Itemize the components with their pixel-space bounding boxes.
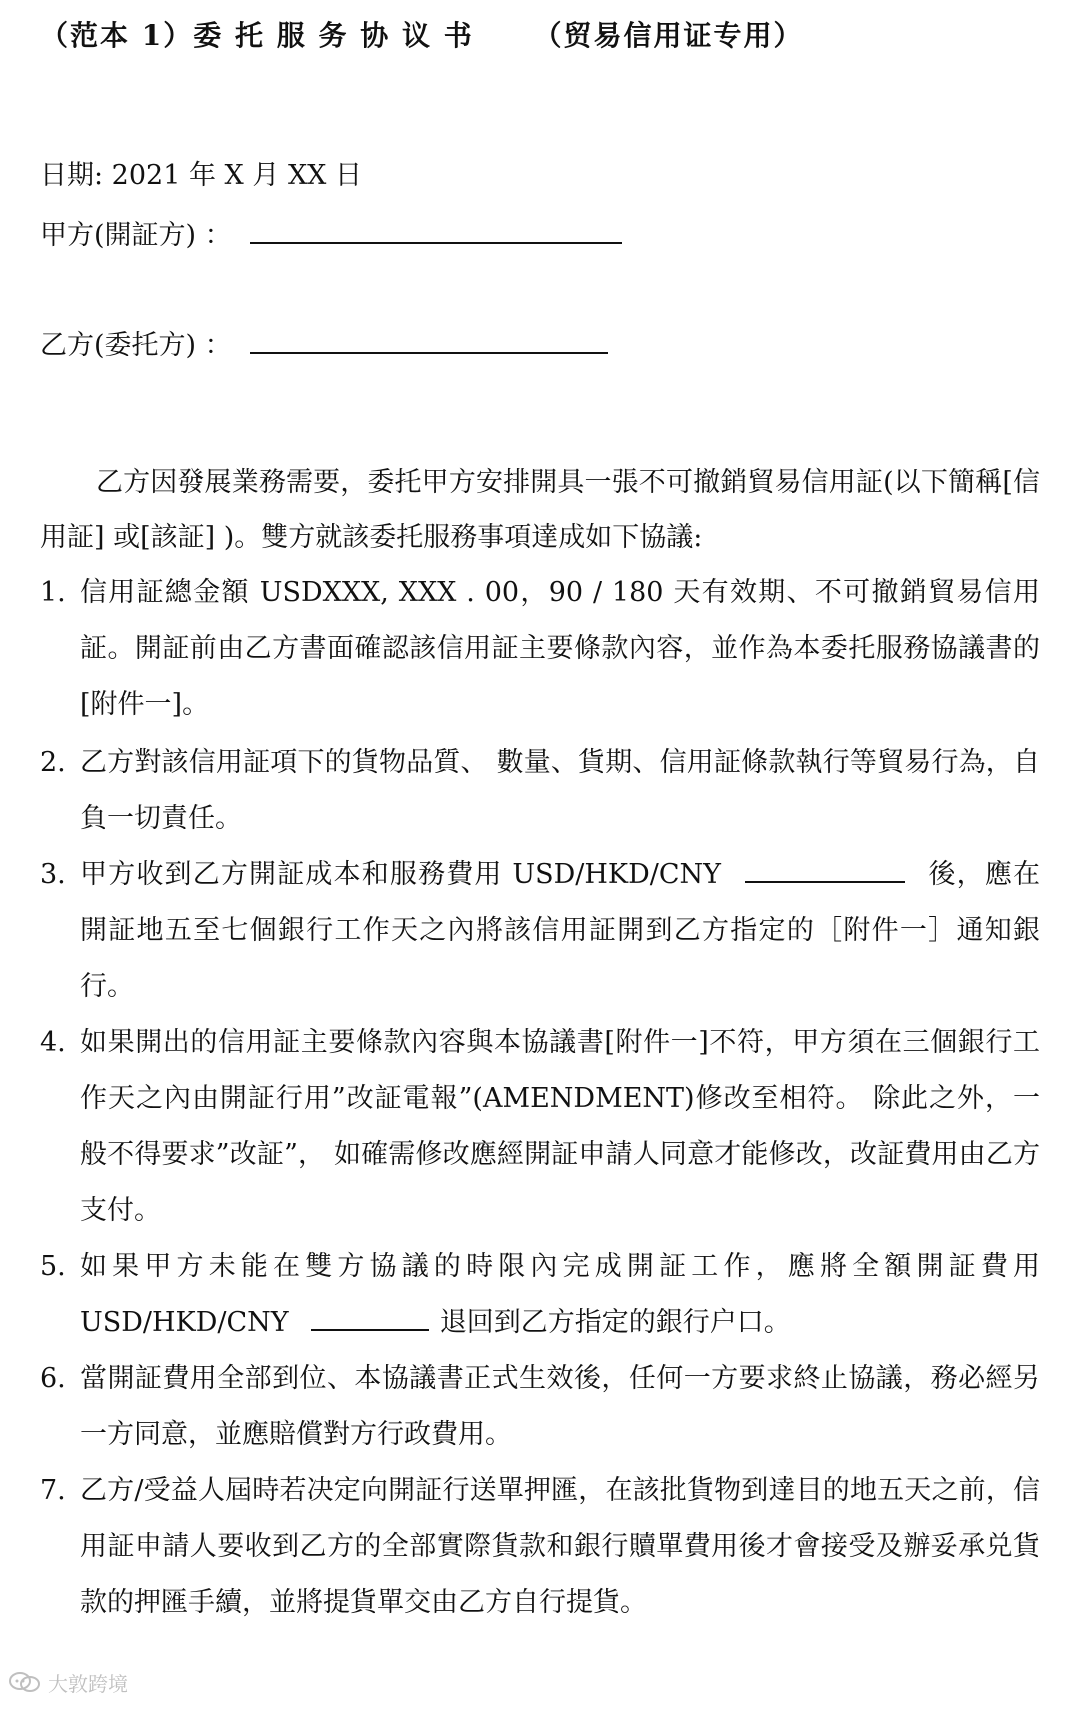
clause-item [40, 735, 1040, 847]
clause-list [40, 565, 1040, 1631]
clause-text: 如果開出的信用証主要條款內容與本協議書[附件一]不符，甲方須在三個銀行工作天之內由開証行用”改証電報”(AMENDMENT)修改至相符。 除此之外，一般不得要求”改証”， 如確需修改應經開証申請人同意才能修改，改証費用由乙方支付。 [80, 1027, 1040, 1226]
document-title [40, 14, 804, 54]
date-line: 日期: 2021 年 X 月 XX 日 [40, 160, 362, 191]
party-a-blank-line [250, 212, 622, 244]
clause-number: 1. [40, 577, 66, 608]
clause-item [40, 565, 1040, 733]
clause-item [40, 847, 1040, 1015]
clause-text: 乙方對該信用証項下的貨物品質、 數量、貨期、信用証條款執行等貿易行為，自負一切責任。 [80, 747, 1040, 834]
clause-number: 2. [40, 747, 66, 778]
clause-text [68, 847, 1040, 1015]
clause-text-after-blank: 後，應在開証地五至七個銀行工作天之內將該信用証開到乙方指定的［附件一］通知銀行。 [80, 859, 1040, 1002]
clause-text: 當開証費用全部到位、本協議書正式生效後，任何一方要求終止協議，務必經另一方同意，並應賠償對方行政費用。 [80, 1363, 1040, 1450]
clause-number: 5. [40, 1251, 66, 1282]
intro-paragraph: 乙方因發展業務需要，委托甲方安排開具一張不可撤銷貿易信用証(以下簡稱[信用証] 或[該証] )。雙方就該委托服務事項達成如下協議: [40, 467, 1040, 553]
clause-text: 乙方/受益人屆時若决定向開証行送單押匯，在該批貨物到達目的地五天之前，信用証申請人要收到乙方的全部實際貨款和銀行贖單費用後才會接受及辦妥承兑貨款的押匯手續，並將提貨單交由乙方自行提貨。 [80, 1475, 1040, 1618]
party-b-label: 乙方(委托方) ： [40, 330, 232, 361]
party-a-label: 甲方(開証方) ： [40, 220, 232, 251]
party-b-blank-line [250, 322, 608, 354]
party-a-row [40, 212, 622, 256]
fee-amount-blank-line [745, 851, 905, 883]
watermark-text: 大敦跨境 [48, 1672, 128, 1696]
party-b-row [40, 322, 608, 366]
clause-item [40, 1239, 1040, 1351]
clause-text-before-blank: 甲方收到乙方開証成本和服務費用 USD/HKD/CNY [80, 859, 721, 890]
clause-text-before-blank: 如果甲方未能在雙方協議的時限內完成開証工作，應將全額開証費用 USD/HKD/CNY [80, 1251, 1040, 1338]
watermark [8, 1668, 128, 1697]
clause-number: 3. [40, 859, 66, 890]
clause-number: 4. [40, 1027, 66, 1058]
clause-number: 7. [40, 1475, 66, 1506]
clause-item [40, 1015, 1040, 1239]
title-main: （范本 1）委 托 服 务 协 议 书 [40, 19, 474, 52]
chat-bubble-logo-icon [8, 1670, 42, 1696]
title-subtitle: （贸易信用证专用） [533, 19, 804, 52]
clause-item [40, 1351, 1040, 1463]
clause-number: 6. [40, 1363, 66, 1394]
refund-amount-blank-line [311, 1299, 429, 1331]
clause-text: 信用証總金額 USDXXX, XXX . 00，90 / 180 天有效期、不可撤銷貿易信用証。開証前由乙方書面確認該信用証主要條款內容，並作為本委托服務協議書的[附件一]。 [80, 577, 1040, 720]
clause-text [68, 1239, 1040, 1351]
clause-item [40, 1463, 1040, 1631]
clause-text-after-blank: 退回到乙方指定的銀行户口。 [439, 1307, 791, 1338]
